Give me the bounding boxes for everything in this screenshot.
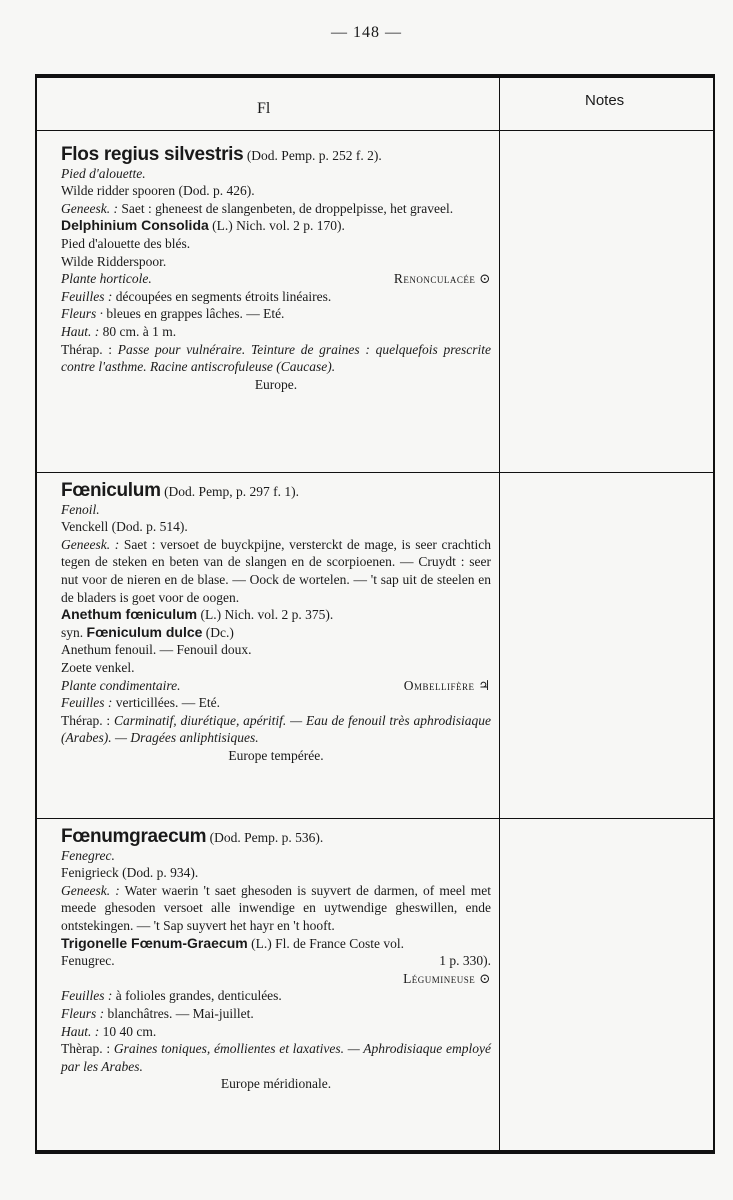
therap-text: Passe pour vulnéraire. Teinture de graines : quelquefois prescrite contre l'asthme. Racine antiscrofuleuse (Caucase). xyxy=(61,341,491,375)
therap-paragraph xyxy=(61,712,491,747)
entry-heading: Flos regius silvestris xyxy=(61,144,244,165)
entry-heading: Fœnumgraecum xyxy=(61,826,207,847)
plant-family: Légumineuse ⊙ xyxy=(403,970,491,986)
plant-family: Renonculacée ⊙ xyxy=(393,271,491,287)
page-number: — 148 — xyxy=(331,24,402,41)
synonym: Zoete venkel. xyxy=(61,659,135,675)
header-divider xyxy=(37,130,713,131)
common-name-fr: Fenoil. xyxy=(61,501,100,517)
therap-label: Thèrap. : xyxy=(61,1041,111,1057)
region: Europe. xyxy=(254,376,298,392)
haut-text: 80 cm. à 1 m. xyxy=(102,323,177,339)
haut-label: Haut. : xyxy=(61,1023,100,1039)
syn-label: syn. xyxy=(61,624,84,640)
feuilles-label: Feuilles : xyxy=(61,695,113,711)
fleurs-label: Fleurs : xyxy=(61,1005,105,1021)
notes-column-header: Notes xyxy=(585,92,625,109)
dutch-name: Venckell (Dod. p. 514). xyxy=(61,519,188,535)
notes-column-divider xyxy=(499,78,500,1150)
syn-ref: (Dc.) xyxy=(205,624,234,640)
feuilles-label: Feuilles : xyxy=(61,988,113,1004)
haut-text: 10 40 cm. xyxy=(102,1023,157,1039)
section-divider xyxy=(37,472,713,473)
main-column-header: Fl xyxy=(257,100,271,117)
geneesk-paragraph xyxy=(61,536,491,606)
plant-family: Ombellifère ♃ xyxy=(403,677,491,693)
therap-text: Carminatif, diurétique, apéritif. — Eau de fenouil très aphrodisiaque (Arabes). — Dragées anliphtisiques. xyxy=(61,712,491,746)
region: Europe tempérée. xyxy=(228,747,324,763)
feuilles-label: Feuilles : xyxy=(61,288,113,304)
geneesk-text: Saet : versoet de buyckpijne, versterckt de mage, is seer crachtich tegen de steken en beten van de slangen en de scorpioenen. — Cruydt : seer nut voor de nieren en de blase. — Oock de wortelen. — 't sap uit de steelen en de bladers is goet voor de oogen. xyxy=(61,536,492,605)
entry-flos-regius xyxy=(61,146,491,393)
dutch-name: Wilde ridder spooren (Dod. p. 426). xyxy=(61,183,255,199)
dutch-name: Fenigrieck (Dod. p. 934). xyxy=(61,865,199,881)
feuilles-text: verticillées. — Eté. xyxy=(115,695,220,711)
region: Europe méridionale. xyxy=(220,1076,332,1092)
latin-ref: (L.) Fl. de France Coste vol. xyxy=(251,935,405,951)
geneesk-paragraph xyxy=(61,200,491,218)
entry-heading: Fœniculum xyxy=(61,480,161,501)
fleurs-label: Fleurs · xyxy=(61,306,103,322)
geneesk-text: Saet : gheneest de slangenbeten, de droppelpisse, het graveel. xyxy=(121,200,454,216)
geneesk-label: Geneesk. : xyxy=(61,536,120,552)
synonym: Pied d'alouette des blés. xyxy=(61,235,191,251)
fleurs-text: blanchâtres. — Mai-juillet. xyxy=(107,1005,254,1021)
synonym: Anethum fenouil. — Fenouil doux. xyxy=(61,642,252,658)
therap-paragraph xyxy=(61,1040,491,1075)
latin-name: Anethum fœniculum xyxy=(61,606,198,623)
table-frame xyxy=(35,74,715,1154)
therap-paragraph xyxy=(61,341,491,376)
section-divider xyxy=(37,818,713,819)
ref-continuation: 1 p. 330). xyxy=(439,953,491,969)
latin-ref: (L.) Nich. vol. 2 p. 170). xyxy=(212,218,345,234)
geneesk-paragraph xyxy=(61,882,491,935)
haut-label: Haut. : xyxy=(61,323,100,339)
heading-ref: (Dod. Pemp, p. 297 f. 1). xyxy=(164,484,300,499)
plant-type: Plante horticole. xyxy=(61,271,152,287)
synonym: Fenugrec. xyxy=(61,953,115,969)
feuilles-text: à folioles grandes, denticulées. xyxy=(115,988,282,1004)
heading-ref: (Dod. Pemp. p. 536). xyxy=(209,830,324,845)
synonym: Wilde Ridderspoor. xyxy=(61,253,167,269)
geneesk-label: Geneesk. : xyxy=(61,200,118,216)
geneesk-text: Water waerin 't saet ghesoden is suyvert de darmen, of meel met meede ghesoden versoet alle inwendige en uytwendige gheswillen, ende ontstekingen. — 't Sap suyvert het hayr en 't hooft. xyxy=(61,882,491,933)
latin-ref: (L.) Nich. vol. 2 p. 375). xyxy=(200,607,334,623)
common-name-fr: Pied d'alouette. xyxy=(61,165,146,181)
common-name-fr: Fenegrec. xyxy=(61,847,115,863)
heading-ref: (Dod. Pemp. p. 252 f. 2). xyxy=(246,148,382,163)
fleurs-text: bleues en grappes lâches. — Eté. xyxy=(106,306,285,322)
therap-label: Thérap. : xyxy=(61,341,113,357)
entry-foenumgraecum xyxy=(61,828,491,1093)
syn-name: Fœniculum dulce xyxy=(86,623,203,640)
entry-foeniculum xyxy=(61,482,491,765)
plant-type: Plante condimentaire. xyxy=(61,677,181,693)
latin-name: Delphinium Consolida xyxy=(61,217,209,234)
therap-label: Thérap. : xyxy=(61,712,111,728)
latin-name: Trigonelle Fœnum-Graecum xyxy=(61,934,248,951)
feuilles-text: découpées en segments étroits linéaires. xyxy=(115,288,332,304)
geneesk-label: Geneesk. : xyxy=(61,882,120,898)
therap-text: Graines toniques, émollientes et laxatives. — Aphrodisiaque employé par les Arabes. xyxy=(61,1041,492,1074)
